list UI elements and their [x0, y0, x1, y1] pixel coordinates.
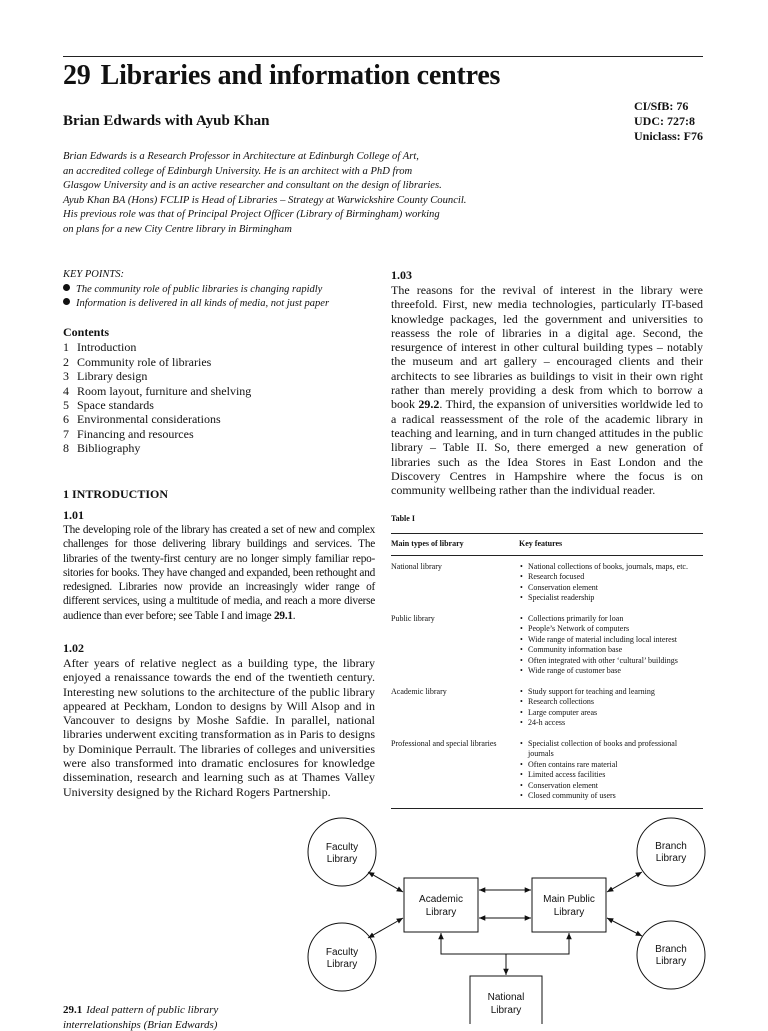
- svg-text:Branch: Branch: [655, 944, 687, 955]
- paragraph-text: [63, 523, 375, 623]
- bio-line: Brian Edwards is a Research Professor in Architecture at Edinburgh College of Art,: [63, 151, 419, 162]
- contents-item-number: 4: [63, 383, 69, 398]
- table-cell-type: Professional and special libraries: [391, 738, 497, 748]
- table-header-row: [391, 534, 703, 555]
- figure-caption-line-2: interrelationships (Brian Edwards): [63, 1019, 218, 1031]
- key-points: [63, 268, 383, 312]
- national-library-node: [470, 976, 542, 1024]
- main-public-library-node: [532, 878, 606, 932]
- contents-item: [63, 427, 383, 441]
- table-header-type: Main types of library: [391, 539, 464, 548]
- contents-item: [63, 441, 383, 455]
- feature-item: • National collections of books, journals, maps, etc.: [528, 562, 703, 573]
- contents-item-label: Financing and resources: [77, 426, 194, 441]
- paragraph-text-body: The reasons for the revival of interest in the library were threefold. First, new media technologies, particularly IT-based knowledge packages, led the government and universities to reassess the role of libraries in a digital age. Second, the resurgence of interest in other cultural building types – notably the museum and art gallery – encouraged clients and their architects to see libraries as buildings to visit in their own right rather than merely providing a desk from which to borrow a book: [391, 283, 703, 412]
- bio-line: Ayub Khan BA (Hons) FCLIP is Head of Libraries – Strategy at Warwickshire County Council.: [63, 194, 467, 206]
- figure-caption: [63, 1004, 218, 1016]
- contents-item-label: Library design: [77, 369, 148, 384]
- feature-item: • Conservation element: [528, 781, 703, 792]
- classification-uniclass: Uniclass: F76: [634, 129, 703, 143]
- feature-item: • Specialist collection of books and professional journals: [528, 739, 703, 760]
- contents-item-label: Community role of libraries: [77, 354, 212, 369]
- table-cell-features: [519, 614, 703, 677]
- feature-item: • People’s Network of computers: [528, 624, 703, 635]
- bullet-icon: [63, 284, 70, 291]
- contents-item-number: 5: [63, 398, 69, 413]
- table-cell-features: [519, 687, 703, 729]
- classification-cisfb: CI/SfB: 76: [634, 99, 689, 113]
- svg-text:National: National: [487, 992, 525, 1003]
- bio-line: on plans for a new City Centre library in Birmingham: [63, 223, 292, 235]
- svg-text:Library: Library: [326, 959, 358, 970]
- academic-library-node: [404, 878, 478, 932]
- feature-item: • Conservation element: [528, 583, 703, 594]
- contents-title: Contents: [63, 325, 110, 339]
- figure-reference: 29.2: [418, 397, 440, 412]
- feature-item: • Wide range of material including local interest: [528, 635, 703, 646]
- chapter-title-text: Libraries and information centres: [100, 60, 501, 91]
- contents-item-number: 6: [63, 412, 69, 427]
- feature-item: • Closed community of users: [528, 791, 703, 802]
- contents-item-label: Room layout, furniture and shelving: [77, 383, 252, 398]
- contents-item: [63, 412, 383, 426]
- paragraph-1-02: [63, 641, 375, 799]
- contents-item-number: 3: [63, 369, 69, 384]
- table-cell-type: National library: [391, 561, 442, 571]
- contents-item-label: Space standards: [77, 398, 154, 413]
- table-row: [391, 562, 703, 604]
- section-heading-introduction: 1 INTRODUCTION: [63, 487, 169, 501]
- key-point-text: The community role of public libraries is changing rapidly: [76, 283, 323, 295]
- bio-line: an accredited college of Edinburgh University. He is an architect with a PhD from: [63, 165, 413, 177]
- feature-item: • Large computer areas: [528, 708, 703, 719]
- key-point-text: Information is delivered in all kinds of media, not just paper: [76, 298, 330, 309]
- paragraph-text: [391, 283, 703, 497]
- branch-library-node-2: [637, 921, 705, 989]
- contents-item-number: 2: [63, 354, 69, 369]
- figure-caption-number: 29.1: [63, 1004, 83, 1016]
- contents-list: [63, 325, 383, 456]
- figure-caption-text: Ideal pattern of public library: [86, 1004, 219, 1016]
- table-bottom-rule: [391, 808, 703, 809]
- contents-item: [63, 355, 383, 369]
- svg-text:Library: Library: [655, 853, 687, 864]
- feature-item: • Community information base: [528, 645, 703, 656]
- bio-line: His previous role was that of Principal Project Officer (Library of Birmingham) working: [63, 209, 440, 220]
- table-header-rule: [391, 555, 703, 556]
- table-cell-type: Public library: [391, 613, 435, 623]
- bullet-icon: [63, 298, 70, 305]
- feature-item: • Often contains rare material: [528, 760, 703, 771]
- contents-item: [63, 369, 383, 383]
- paragraph-text: After years of relative neglect as a building type, the library enjoyed a renaissance towards the end of the twentieth century. Interesting new solutions to the architecture of the public library appeared at Peckham, London to designs by Will Alsop and in Vancouver to designs by Moshe Safdie. In parallel, national libraries underwent exciting transformation as in Paris to designs by Dominique Perrault. The libraries of colleges and universities were also transformed into dramatic enclosures for knowledge dissemination, research and learning such as at Thames Valley University designed by the Richard Rogers Partnership.: [63, 656, 375, 799]
- faculty-library-node-1: [308, 818, 376, 886]
- paragraph-1-01: [63, 508, 375, 623]
- key-points-title: KEY POINTS:: [63, 269, 124, 280]
- classification-codes: [634, 99, 703, 144]
- library-network-diagram: [290, 812, 710, 1024]
- contents-item-label: Bibliography: [77, 441, 141, 456]
- top-rule: [63, 56, 703, 57]
- svg-text:Library: Library: [553, 907, 585, 918]
- feature-item: • 24-h access: [528, 718, 703, 729]
- feature-item: • Limited access facilities: [528, 770, 703, 781]
- bio-line: Glasgow University and is an active researcher and consultant on the design of libraries.: [63, 180, 442, 191]
- table-library-types: [391, 514, 703, 809]
- paragraph-text-end: .: [292, 609, 296, 622]
- paragraph-number: 1.02: [63, 641, 84, 655]
- feature-item: • Study support for teaching and learning: [528, 687, 703, 698]
- table-label: Table I: [391, 514, 415, 523]
- paragraph-text-end: . Third, the expansion of universities worldwide led to a radical reassessment of the role of the academic library in teaching and learning, and in turn changed attitudes in the public library – Table II. So, there emerged a new generation of libraries such as the Idea Stores in East London and the Discovery Centres in Hampshire where the focus is on community wellbeing rather than the individual reader.: [391, 397, 703, 498]
- chapter-authors: Brian Edwards with Ayub Khan: [63, 113, 270, 129]
- author-bio: [63, 150, 533, 237]
- feature-item: • Often integrated with other ‘cultural’ buildings: [528, 656, 703, 667]
- table-cell-type: Academic library: [391, 686, 447, 696]
- figure-reference: 29.1: [274, 609, 293, 622]
- classification-udc: UDC: 727:8: [634, 114, 695, 128]
- key-point-item: [63, 283, 383, 298]
- feature-item: • Wide range of customer base: [528, 666, 703, 677]
- chapter-title: [63, 60, 500, 92]
- table-row: [391, 614, 703, 677]
- contents-item-number: 1: [63, 340, 69, 355]
- svg-text:Library: Library: [655, 956, 687, 967]
- feature-item: • Collections primarily for loan: [528, 614, 703, 625]
- paragraph-number: 1.01: [63, 508, 84, 522]
- svg-text:Main Public: Main Public: [543, 894, 595, 905]
- table-row: [391, 687, 703, 729]
- table-cell-features: [519, 739, 703, 802]
- table-cell-features: [519, 562, 703, 604]
- paragraph-1-03: [391, 268, 703, 497]
- contents-item: [63, 340, 383, 354]
- svg-text:Library: Library: [326, 854, 358, 865]
- faculty-library-node-2: [308, 923, 376, 991]
- svg-text:Library: Library: [425, 907, 457, 918]
- feature-item: • Research collections: [528, 697, 703, 708]
- feature-item: • Specialist readership: [528, 593, 703, 604]
- key-point-item: [63, 297, 383, 312]
- svg-text:Faculty: Faculty: [325, 947, 359, 958]
- contents-item-number: 8: [63, 441, 69, 456]
- svg-text:Faculty: Faculty: [325, 842, 359, 853]
- svg-text:Branch: Branch: [655, 841, 687, 852]
- contents-item-label: Environmental considerations: [77, 412, 221, 427]
- contents-item-label: Introduction: [77, 340, 137, 355]
- chapter-number: 29: [63, 60, 91, 91]
- contents-item: [63, 384, 383, 398]
- branch-library-node-1: [637, 818, 705, 886]
- contents-item: [63, 398, 383, 412]
- paragraph-text-body: The developing role of the library has created a set of new and complex challenges for those delivering library buildings and services. The libraries of the twenty-first century are no longer simply familiar repo-sitories for books. They have changed and expanded, been rethought and redesigned. Libraries now provide an increasingly wider range of different services, using a multitude of media, and reach a more diverse audience than ever before; see Table I and image: [63, 524, 375, 622]
- svg-text:Library: Library: [490, 1005, 522, 1016]
- contents-item-number: 7: [63, 426, 69, 441]
- table-header-features: Key features: [519, 539, 563, 548]
- paragraph-number: 1.03: [391, 268, 412, 282]
- feature-item: • Research focused: [528, 572, 703, 583]
- svg-text:Academic: Academic: [419, 894, 463, 905]
- table-row: [391, 739, 703, 802]
